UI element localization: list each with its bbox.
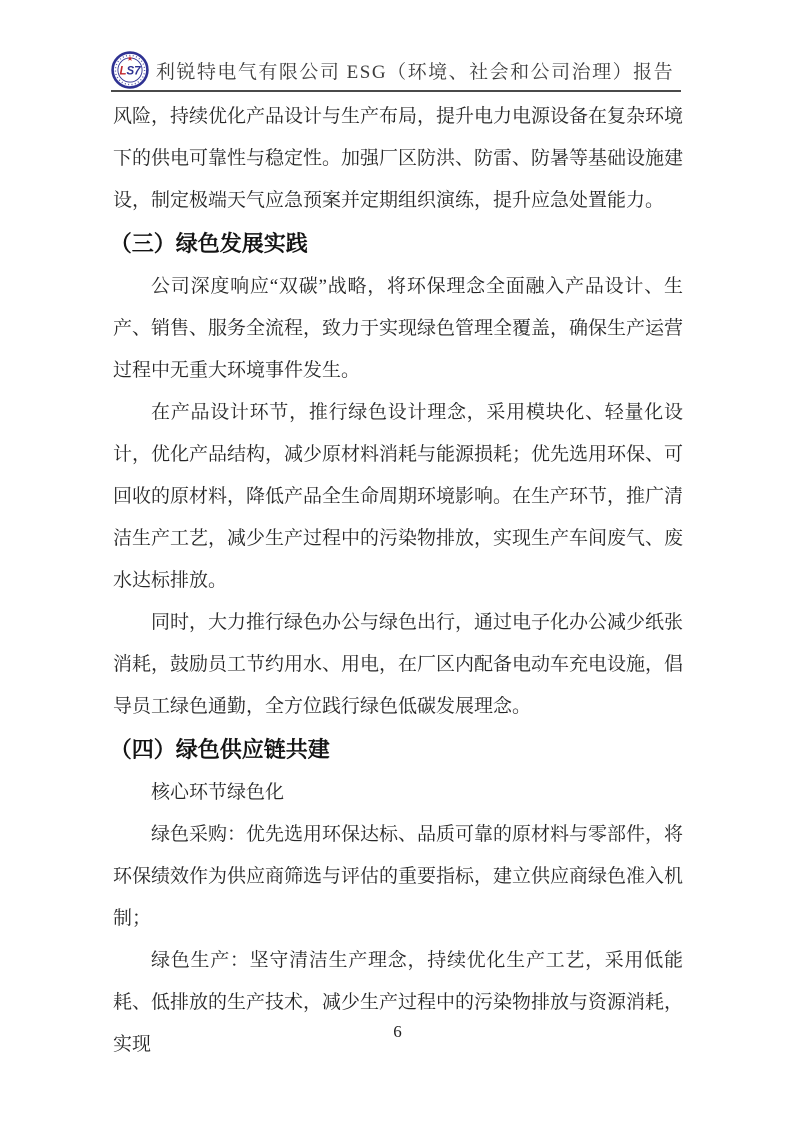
section-heading-green-development: （三）绿色发展实践 xyxy=(109,231,308,256)
paragraph-green-design-production: 在产品设计环节，推行绿色设计理念，采用模块化、轻量化设计，优化产品结构，减少原材料消耗与能源损耗；优先选用环保、可回收的原材料，降低产品全生命周期环境影响。在生产环节，推广清洁生产工艺，减少生产过程中的污染物排放，实现生产车间废气、废水达标排放。 xyxy=(113,402,684,591)
svg-text:LS7: LS7 xyxy=(119,65,141,78)
page-header xyxy=(111,0,681,92)
paragraph-green-production: 绿色生产：坚守清洁生产理念，持续优化生产工艺，采用低能耗、低排放的生产技术，减少生产过程中的污染物排放与资源消耗，实现 xyxy=(113,950,684,1055)
page-number: 6 xyxy=(393,1022,402,1041)
section-heading-green-supply-chain: （四）绿色供应链共建 xyxy=(109,737,330,762)
paragraph-core-links-green: 核心环节绿色化 xyxy=(151,782,285,803)
page-footer xyxy=(0,1022,795,1042)
paragraph-risk-continuation: 风险，持续优化产品设计与生产布局，提升电力电源设备在复杂环境下的供电可靠性与稳定性。加强厂区防洪、防雷、防暑等基础设施建设，制定极端天气应急预案并定期组织演练，提升应急处置能力。 xyxy=(113,106,684,211)
paragraph-green-procurement: 绿色采购：优先选用环保达标、品质可靠的原材料与零部件，将环保绩效作为供应商筛选与评估的重要指标，建立供应商绿色准入机制； xyxy=(113,824,684,929)
document-body xyxy=(109,96,684,1066)
header-title: 利锐特电气有限公司 ESG（环境、社会和公司治理）报告 xyxy=(155,62,675,83)
company-seal-icon xyxy=(111,51,149,89)
paragraph-dual-carbon: 公司深度响应“双碳”战略，将环保理念全面融入产品设计、生产、销售、服务全流程，致力于实现绿色管理全覆盖，确保生产运营过程中无重大环境事件发生。 xyxy=(113,276,684,381)
paragraph-green-office-commute: 同时，大力推行绿色办公与绿色出行，通过电子化办公减少纸张消耗，鼓励员工节约用水、用电，在厂区内配备电动车充电设施，倡导员工绿色通勤，全方位践行绿色低碳发展理念。 xyxy=(113,612,684,717)
